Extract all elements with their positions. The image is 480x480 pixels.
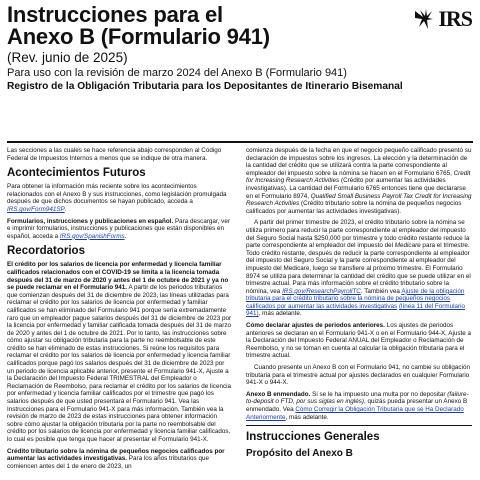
amended-italic: (failure-to-deposit o FTD, por sus siglas en inglés) xyxy=(246,390,469,406)
prior-adjustments-paragraph xyxy=(246,322,472,360)
reminder-paragraph xyxy=(7,261,233,443)
future-end: . xyxy=(64,205,67,213)
amended-text-c: , más adelante. xyxy=(285,413,329,421)
adjustment-link[interactable]: Ajuste de la obligación tributaria para el crédito tributario sobre la nómina de pequeños negocios calificados por aumentar las actividades investigativas xyxy=(246,287,465,310)
small-business-bold: Crédito tributario sobre la nómina de pequeños negocios calificados por aumentar las actividades investigativas. xyxy=(7,447,225,463)
research-payroll-link[interactable]: IRS.gov/ResearchPayrollTC xyxy=(282,287,361,295)
p1-text-b: (Crédito por aumentar las actividades investigativas). La cantidad del Formulario 6765 entonces tiene que declararse en el Formulario 8974, xyxy=(246,177,466,200)
prior-adjustments-text: Los ajustes de periodos anteriores se declaran en el Formulario 941-X o en el Formulario 944-X, Ajuste a la Declaración del Impuesto Federal ANUAL del Empleador o Reclamación de Reembolso, y no se toman en cuenta al calcular la obligación tributaria para el trimestre actual. xyxy=(246,322,472,360)
line11-link[interactable]: (línea 11 del Formulario 941) xyxy=(246,302,465,318)
p1-italic-form8974: Qualified Small Business Payroll Tax Credit for Increasing Research Activities xyxy=(246,192,472,208)
document-title-line1: Instrucciones para el xyxy=(7,2,223,27)
future-text: Para obtener la información más reciente sobre los acontecimientos relacionados con el Anexo B y sus instrucciones, como legislación promulgada después de que dichos documentos se hayan publicado, acceda a xyxy=(7,183,227,206)
amended-text-a: Si se le ha impuesto una multa por no depositar xyxy=(310,390,448,398)
p2-text-d: , más adelante. xyxy=(258,310,302,318)
amended-paragraph xyxy=(246,391,472,421)
heading-general-instructions: Instrucciones Generales xyxy=(246,431,380,444)
irs-logo xyxy=(413,6,472,32)
schedule-b-filing-paragraph: Cuando presente un Anexo B con el Formulario 941, no cambie su obligación tributaria para el trimestre actual por ajustes declarados en cualquier Formulario 941-X o 944-X. xyxy=(246,364,470,387)
intro-paragraph: Las secciones a las cuales se hace referencia abajo corresponden al Código Federal de Impuestos Internos a menos que se indique de otra manera. xyxy=(7,147,222,162)
correct-liability-link[interactable]: Cómo Corregir la Obligación Tributaria que se Ha Declarado Anteriormente xyxy=(246,406,464,421)
p2-text-c: . También vea xyxy=(360,287,402,295)
p2-text-b: para el trimestre. Todo crédito restante, después de reducir la parte correspondiente al empleador del impuesto del Seguro Social y la parte correspondiente al empleador del impuesto del Medicare, luego se transfiere al próximo trimestre. El Formulario 8974 se utiliza para determinar la cantidad del crédito que se puede utilizar en el trimestre actual. Para más información sobre el crédito tributario sobre la nómina, vea xyxy=(246,242,471,295)
small-business-paragraph xyxy=(7,448,233,471)
forms-text: Para descargar, ver e imprimir formularios, instrucciones y publicaciones que están disponibles en español, acceda a xyxy=(7,217,230,240)
p1-text-c: (Crédito tributario sobre la nómina de pequeños negocios calificados por aumentar las actividades investigativas). xyxy=(246,200,462,215)
forms-paragraph xyxy=(7,218,233,241)
p2-italic-medicare: Medicare xyxy=(394,242,421,250)
future-paragraph xyxy=(7,183,233,213)
small-business-text: Para los años tributarios que comiencen antes del 1 de enero de 2023, un xyxy=(7,455,209,470)
left-column xyxy=(7,147,233,474)
spanish-forms-link[interactable]: IRS.gov/SpanishForms xyxy=(59,232,125,240)
right-column xyxy=(246,147,472,463)
amended-text-b: , quizás pueda presentar un Anexo B enmendado. Vea xyxy=(246,398,468,413)
document-header xyxy=(7,4,473,93)
reminder-bold: El crédito por los salarios de licencia por enfermedad y licencia familiar calificados relacionados con el COVID-19 se limita a la licencia tomada después del 31 de marzo de 2020 y antes del 1 de octubre de 2021 y ya no se puede reclamar en el Formulario 941. xyxy=(7,261,229,292)
header-divider xyxy=(7,141,473,143)
document-subtitle: Para uso con la revisión de marzo 2024 del Anexo B (Formulario 941) xyxy=(7,67,347,79)
prior-adjustments-bold: Cómo declarar ajustes de periodos anteriores. xyxy=(246,322,385,330)
document-title-line2: Anexo B (Formulario 941) xyxy=(7,24,270,49)
section-divider xyxy=(246,425,472,426)
heading-reminders: Recordatorios xyxy=(7,245,85,258)
heading-future-developments: Acontecimientos Futuros xyxy=(7,167,146,180)
p1-italic-form6765: Credit for Increasing Research Activities xyxy=(246,169,471,185)
forms-end: . xyxy=(124,232,127,240)
p1-text-a: comienza después de la fecha en que el negocio pequeño calificado presentó su declaración de impuestos sobre los ingresos. La elección y la determinación de la cantidad del crédito que se utilizará contra la parte correspondiente al empleador del impuesto sobre la nómina se hacen en el Formulario 6765, xyxy=(246,147,472,177)
payroll-credit-paragraph xyxy=(246,219,472,318)
p2-text-a: A partir del primer trimestre de 2023, el crédito tributario sobre la nómina se utiliza primero para reducir la parte correspondiente al empleador del impuesto del Seguro Social hasta $250,000 por trimestre y todo crédito restante reduce la parte correspondiente al empleador del impuesto del xyxy=(246,219,470,250)
credit-election-paragraph xyxy=(246,147,472,215)
irs-logo-text: IRS xyxy=(438,6,472,31)
form941sp-link[interactable]: IRS.gov/Form941SP xyxy=(7,205,65,213)
reminder-text: A partir de los periodos tributarios que comienzan después del 31 de diciembre de 2023, las líneas utilizadas para reclamar el crédito por los salarios de licencia por enfermedad y familiar calificados se han eliminado del Formulario 941 porque sería extremadamente raro que un empleador pague salarios después del 31 de diciembre de 2023 por la licencia por enfermedad y familiar calificada tomada después del 31 de marzo de 2020 y antes del 1 de octubre de 2021. Por lo tanto, las instrucciones sobre cómo ajustar su obligación tributaria para la parte no reembolsable de este crédito se han eliminado de estas instrucciones. Si reúne los requisitos para reclamar el crédito por los salarios de licencia por enfermedad y licencia familiar calificados porque pagó los salarios después del 31 de diciembre de 2023 por un periodo de licencia aplicable anterior, presente el Formulario 941-X, Ajuste a la Declaración del Impuesto Federal TRIMESTRAL del Empleador o Reclamación de Reembolso, para reclamar el crédito por los salarios de licencia por enfermedad y licencia familiar calificados por el trimestre que pagó los salarios después de que usted presentará el Formulario 941. Vea las Instrucciones para el Formulario 941-X para más información. También vea la revisión de marzo de 2023 de estas instrucciones para obtener información sobre cómo ajustar la obligación tributaria por la parte no reembolsable del crédito por los salarios de licencia por enfermedad y licencia familiar calificados, lo cual es posible que tenga que hacer al presentar el Formulario 941-X. xyxy=(7,284,232,443)
revision-date: (Rev. junio de 2025) xyxy=(7,50,128,65)
amended-bold: Anexo B enmendado. xyxy=(246,390,311,398)
heading-purpose: Propósito del Anexo B xyxy=(246,448,353,460)
irs-eagle-icon xyxy=(413,7,435,31)
forms-bold: Formularios, instrucciones y publicaciones en español. xyxy=(7,217,174,225)
document-subtitle-bold: Registro de la Obligación Tributaria para los Depositantes de Itinerario Bisemanal xyxy=(7,81,403,92)
